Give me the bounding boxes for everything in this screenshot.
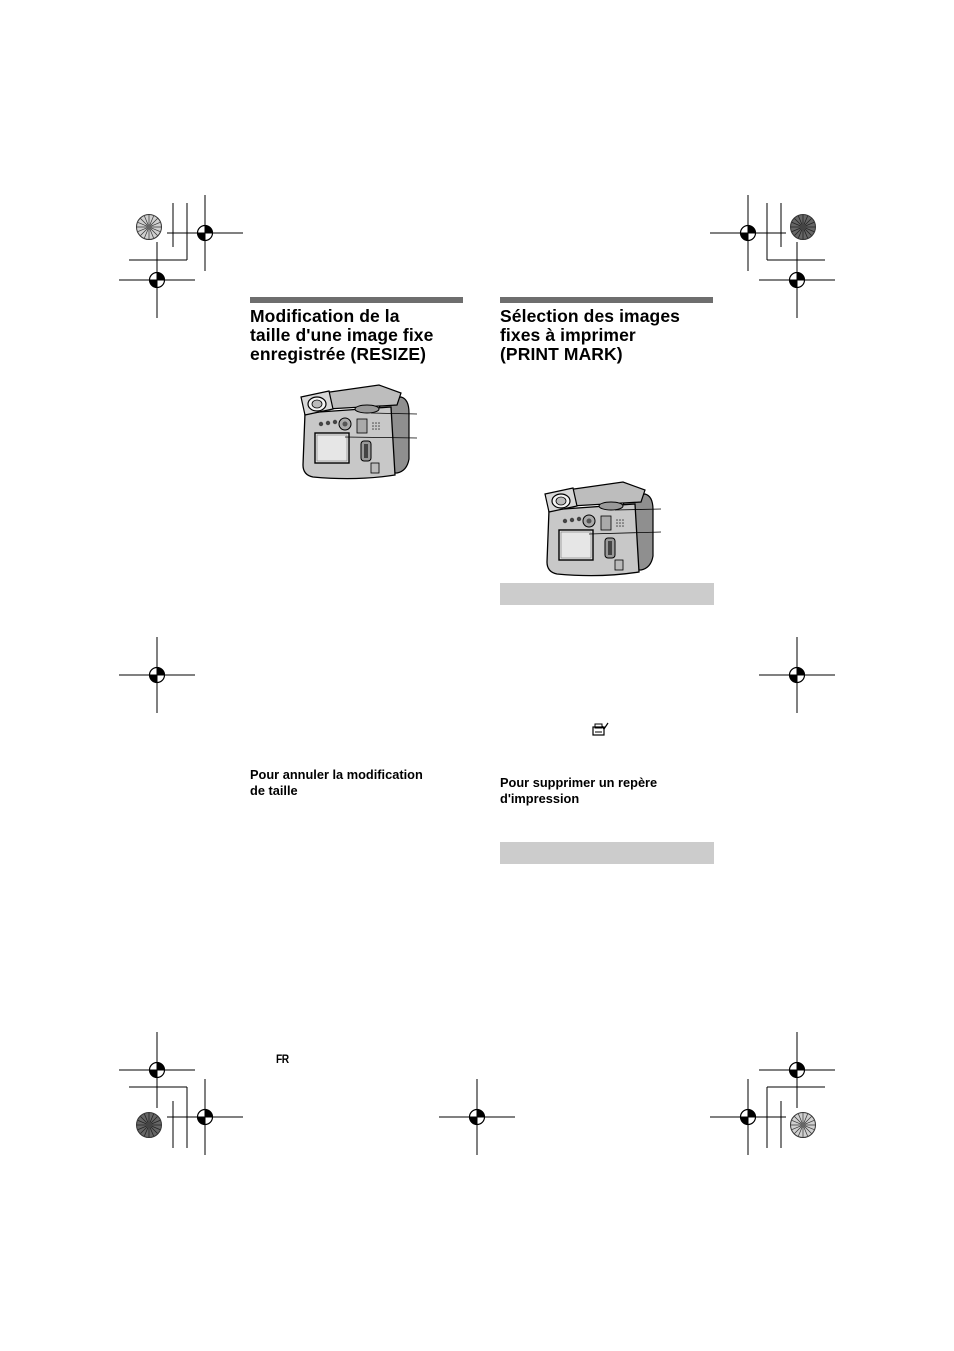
- right-subheading-line-2: d'impression: [500, 790, 580, 806]
- right-title-line-1: Sélection des images: [500, 306, 680, 326]
- left-subheading-line-1: Pour annuler la modification: [250, 767, 423, 782]
- left-title-bar: [250, 297, 463, 303]
- registration-mark-icon: [119, 1032, 195, 1108]
- color-target-icon: [137, 215, 162, 240]
- color-target-icon: [791, 1113, 816, 1138]
- registration-mark-icon: [710, 1079, 786, 1155]
- color-target-icon: [791, 215, 816, 240]
- left-title-line-1: Modification de la: [250, 306, 400, 326]
- registration-mark-icon: [759, 242, 835, 318]
- registration-mark-icon: [759, 1032, 835, 1108]
- print-mark-icon: [591, 722, 609, 738]
- right-title-bar: [500, 297, 713, 303]
- camera-illustration: [541, 475, 665, 581]
- color-target-icon: [137, 1113, 162, 1138]
- right-subheading: [500, 775, 720, 806]
- left-section-title: [250, 307, 465, 364]
- registration-mark-icon: [439, 1079, 515, 1155]
- right-title-line-3: (PRINT MARK): [500, 344, 623, 364]
- registration-mark-icon: [167, 1079, 243, 1155]
- grey-box-top: [500, 583, 714, 605]
- left-subheading: [250, 767, 470, 798]
- camera-illustration: [297, 379, 421, 483]
- right-section-title: [500, 307, 715, 364]
- registration-mark-icon: [759, 637, 835, 713]
- left-title-line-3: enregistrée (RESIZE): [250, 344, 427, 364]
- right-title-line-2: fixes à imprimer: [500, 325, 636, 345]
- registration-mark-icon: [119, 242, 195, 318]
- right-subheading-line-1: Pour supprimer un repère: [500, 775, 658, 790]
- registration-mark-icon: [119, 637, 195, 713]
- language-code: FR: [276, 1052, 289, 1066]
- grey-box-bottom: [500, 842, 714, 864]
- left-title-line-2: taille d'une image fixe: [250, 325, 434, 345]
- left-subheading-line-2: de taille: [250, 782, 298, 798]
